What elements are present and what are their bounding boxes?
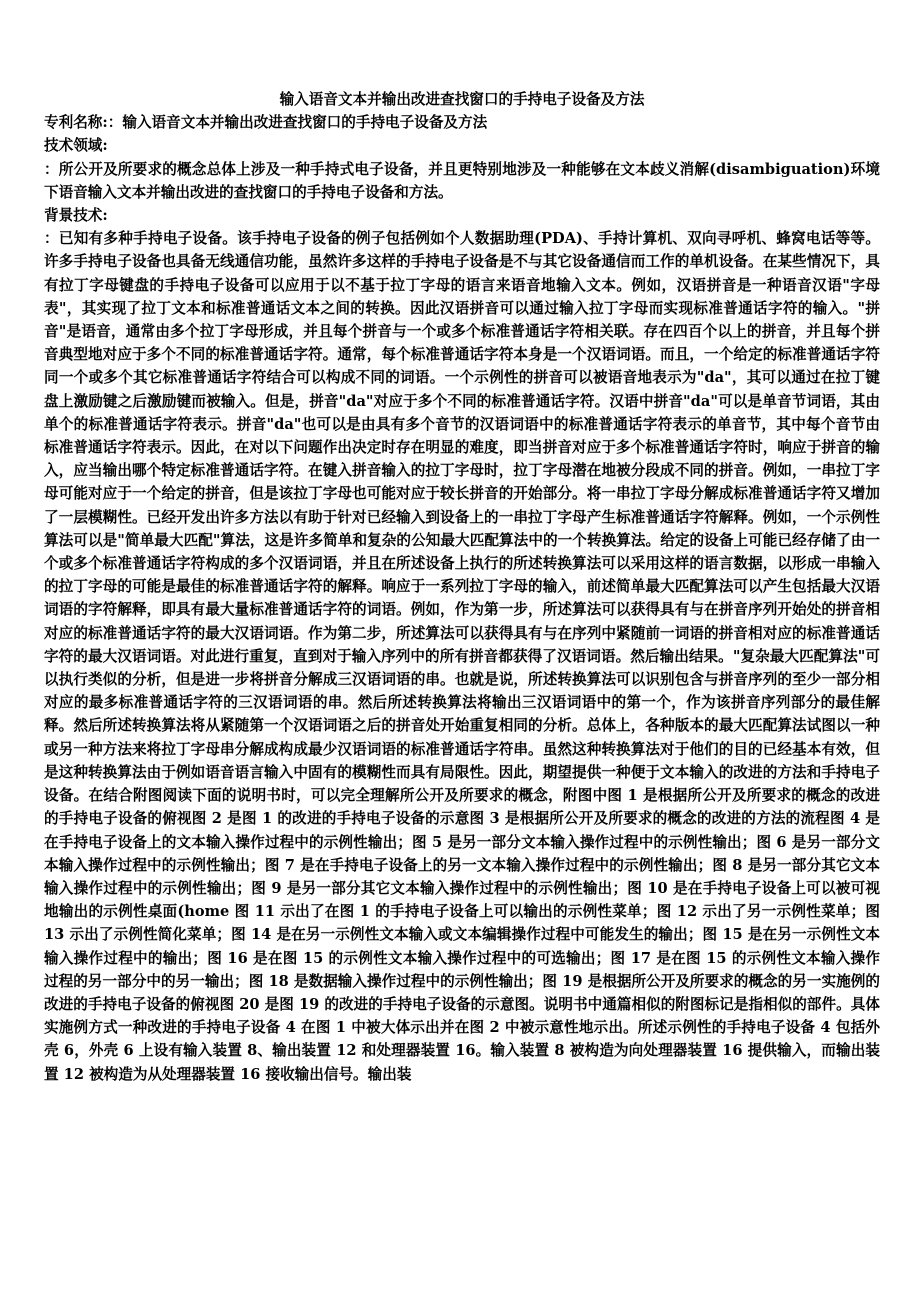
document-title: 输入语音文本并输出改进查找窗口的手持电子设备及方法 bbox=[279, 91, 645, 108]
field-heading: 技术领域: bbox=[44, 137, 108, 155]
background-heading: 背景技术: bbox=[44, 207, 108, 225]
background-paragraph: ：已知有多种手持电子设备。该手持电子设备的例子包括例如个人数据助理(PDA)、手持计算机、双向寻呼机、蜂窝电话等等。许多手持电子设备也具备无线通信功能，虽然许多这样的手持电子设备是不与其它设备通信而工作的单机设备。在某些情况下，具有拉丁字母键盘的手持电子设备可以应用于以不基于拉丁字母的语言来语音地输入文本。例如，汉语拼音是一种语音汉语"字母表"，其实现了拉丁文本和标准普通话文本之间的转换。因此汉语拼音可以通过输入拉丁字母而实现标准普通话字符的输入。"拼音"是语音，通常由多个拉丁字母形成，并且每个拼音与一个或多个标准普通话字符相关联。存在四百个以上的拼音，并且每个拼音典型地对应于多个不同的标准普通话字符。通常，每个标准普通话字符本身是一个汉语词语。而且，一个给定的标准普通话字符同一个或多个其它标准普通话字符结合可以构成不同的词语。一个示例性的拼音可以被语音地表示为"da"，其可以通过在拉丁键盘上激励键之后激励键而被输入。但是，拼音"da"对应于多个不同的标准普通话字符。汉语中拼音"da"可以是单音节词语，其由单个的标准普通话字符表示。拼音"da"也可以是由具有多个音节的汉语词语中的标准普通话字符表示的单音节，其中每个音节由标准普通话字符表示。因此，在对以下问题作出决定时存在明显的难度，即当拼音对应于多个标准普通话字符时，响应于拼音的输入，应当输出哪个特定标准普通话字符。在键入拼音输入的拉丁字母时，拉丁字母潜在地被分段成不同的拼音。例如，一串拉丁字母可能对应于一个给定的拼音，但是该拉丁字母也可能对应于较长拼音的开始部分。将一串拉丁字母分解成标准普通话字符又增加了一层模糊性。已经开发出许多方法以有助于针对已经输入到设备上的一串拉丁字母产生标准普通话字符解释。例如，一个示例性算法可以是"简单最大匹配"算法，这是许多简单和复杂的公知最大匹配算法中的一个转换算法。给定的设备上可能已经存储了由一个或多个标准普通话字符构成的多个汉语词语，并且在所述设备上执行的所述转换算法可以采用这样的语言数据，以形成一串输入的拉丁字母的可能是最佳的标准普通话字符的解释。响应于一系列拉丁字母的输入，前述简单最大匹配算法可以产生包括最大汉语词语的字符解释，即具有最大量标准普通话字符的词语。例如，作为第一步，所述算法可以获得具有与在拼音序列开始处的拼音相对应的标准普通话字符的最大汉语词语。作为第二步，所述算法可以获得具有与在序列中紧随前一词语的拼音相对应的标准普通话字符的最大汉语词语。对此进行重复，直到对于输入序列中的所有拼音都获得了汉语词语。然后输出结果。"复杂最大匹配算法"可以执行类似的分析，但是进一步将拼音分解成三汉语词语的串。也就是说，所述转换算法可以识别包含与拼音序列的至少一部分相对应的最多标准普通话字符的三汉语词语的串。然后所述转换算法将输出三汉语词语中的第一个，作为该拼音序列部分的最佳解释。然后所述转换算法将从紧随第一个汉语词语之后的拼音处开始重复相同的分析。总体上，各种版本的最大匹配算法试图以一种或另一种方法来将拉丁字母串分解成构成最少汉语词语的标准普通话字符串。虽然这种转换算法对于他们的目的已经基本有效，但是这种转换算法由于例如语音语言输入中固有的模糊性而具有局限性。因此，期望提供一种便于文本输入的改进的方法和手持电子设备。在结合附图阅读下面的说明书时，可以完全理解所公开及所要求的概念，附图中图 1 是根据所公开及所要求的概念的改进的手持电子设备的俯视图 2 是图 1 的改进的手持电子设备的示意图 3 是根据所公开及所要求的概念的改进的方法的流程图 4 是在手持电子设备上的文本输入操作过程中的示例性输出；图 5 是另一部分文本输入操作过程中的示例性输出；图 6 是另一部分文本输入操作过程中的示例性输出；图 7 是在手持电子设备上的另一文本输入操作过程中的示例性输出；图 8 是另一部分其它文本输入操作过程中的示例性输出；图 9 是另一部分其它文本输入操作过程中的示例性输出；图 10 是在手持电子设备上可以被可视地输出的示例性桌面(home 图 11 示出了在图 1 的手持电子设备上可以输出的示例性菜单；图 12 示出了另一示例性菜单；图 13 示出了示例性简化菜单；图 14 是在另一示例性文本输入或文本编辑操作过程中可能发生的输出；图 15 是在另一示例性文本输入操作过程中的输出；图 16 是在图 15 的示例性文本输入操作过程中的可选输出；图 17 是在图 15 的示例性文本输入操作过程的另一部分中的另一输出；图 18 是数据输入操作过程中的示例性输出；图 19 是根据所公开及所要求的概念的另一实施例的改进的手持电子设备的俯视图 20 是图 19 的改进的手持电子设备的示意图。说明书中通篇相似的附图标记是指相似的部件。具体实施例方式一种改进的手持电子设备 4 在图 1 中被大体示出并在图 2 中被示意性地示出。所述示例性的手持电子设备 4 包括外壳 6，外壳 6 上设有输入装置 8、输出装置 12 和处理器装置 16。输入装置 8 被构造为向处理器装置 16 提供输入，而输出装置 12 被构造为从处理器装置 16 接收输出信号。输出装 bbox=[44, 230, 880, 1083]
field-paragraph: ：所公开及所要求的概念总体上涉及一种手持式电子设备，并且更特别地涉及一种能够在文本歧义消解(disambiguation)环境下语音输入文本并输出改进的查找窗口的手持电子设备和方法。 bbox=[44, 160, 880, 201]
patent-name: 专利名称:：输入语音文本并输出改进查找窗口的手持电子设备及方法 bbox=[44, 114, 488, 132]
document-page bbox=[44, 88, 880, 1086]
